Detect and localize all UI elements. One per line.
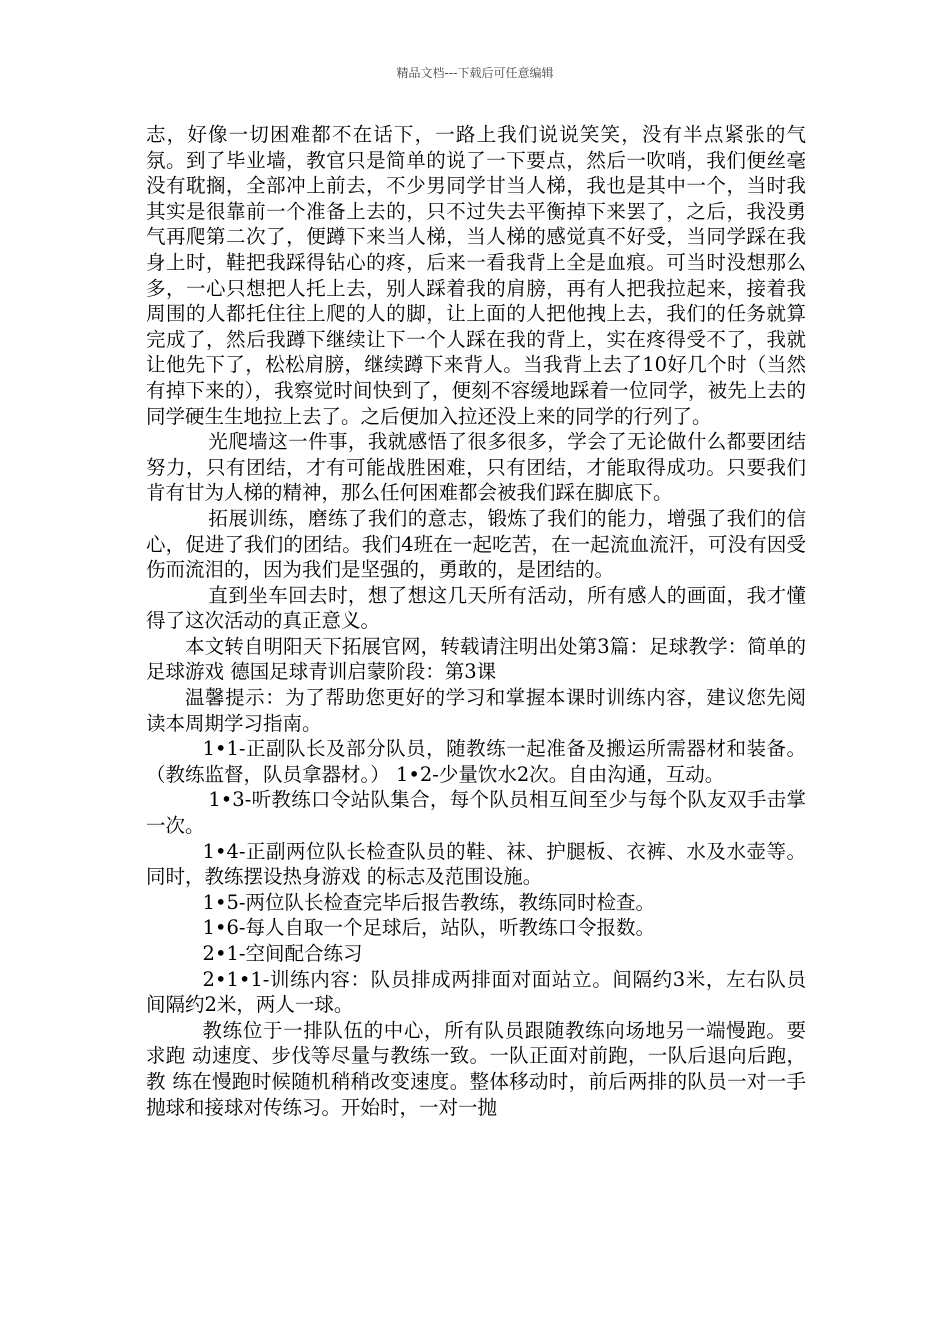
paragraph-source-note: 本文转自明阳天下拓展官网，转载请注明出处第3篇：足球教学：简单的足球游戏 德国足球青训启蒙阶段：第3课 xyxy=(146,634,806,684)
paragraph-step-2-1: 2•1-空间配合练习 xyxy=(202,942,363,965)
paragraph-step-1-5: 1•5-两位队长检查完毕后报告教练，教练同时检查。 xyxy=(202,890,655,914)
paragraph-teamwork-lesson: 光爬墙这一件事，我就感悟了很多很多，学会了无论做什么都要团结努力，只有团结，才有可能战胜困难，只有团结，才能取得成功。只要我们肯有甘为人梯的精神，那么任何困难都会被我们踩在脚底下。 xyxy=(146,430,806,505)
paragraph-ride-home: 直到坐车回去时，想了想这几天所有活动，所有感人的画面，我才懂得了这次活动的真正意义。 xyxy=(146,583,806,633)
paragraph-step-1-6: 1•6-每人自取一个足球后，站队，听教练口令报数。 xyxy=(202,916,655,940)
paragraph-tip: 温馨提示：为了帮助您更好的学习和掌握本课时训练内容，建议您先阅读本周期学习指南。 xyxy=(146,686,806,735)
paragraph-training-summary: 拓展训练，磨练了我们的意志，锻炼了我们的能力，增强了我们的信心，促进了我们的团结。我们4班在一起吃苦，在一起流血流汗，可没有因受伤而流泪的，因为我们是坚强的，勇敢的，是团结的。 xyxy=(146,506,806,582)
paragraph-step-1-1: 1•1-正副队长及部分队员，随教练一起准备及搬运所需器材和装备。（教练监督，队员拿器材。） 1•2-少量饮水2次。自由沟通，互动。 xyxy=(146,737,806,786)
page-header: 精品文档---下载后可任意编辑 xyxy=(396,66,554,80)
paragraph-step-1-3: 1•3-听教练口令站队集合，每个队员相互间至少与每个队友双手击掌一次。 xyxy=(146,788,806,838)
document-body xyxy=(146,122,806,1120)
paragraph-coach-drill: 教练位于一排队伍的中心，所有队员跟随教练向场地另一端慢跑。要求跑 动速度、步伐等尽量与教练一致。一队正面对前跑，一队后退向后跑，教 练在慢跑时候随机稍稍改变速度。整体移动时，前后两排的队员一对一手 抛球和接球对传练习。开始时，一对一抛 xyxy=(146,1018,806,1119)
paragraph-step-2-1-1: 2•1•1-训练内容：队员排成两排面对面站立。间隔约3米，左右队员间隔约2米，两人一球。 xyxy=(146,967,806,1017)
paragraph-wall-climb: 志，好像一切困难都不在话下，一路上我们说说笑笑，没有半点紧张的气氛。到了毕业墙，教官只是简单的说了一下要点，然后一吹哨，我们便丝毫没有耽搁，全部冲上前去，不少男同学甘当人梯，我也是其中一个，当时我其实是很靠前一个准备上去的，只不过失去平衡掉下来罢了，之后，我没勇气再爬第二次了，便蹲下来当人梯，当人梯的感觉真不好受，当同学踩在我身上时，鞋把我踩得钻心的疼，后来一看我背上全是血痕。可当时没想那么多，一心只想把人托上去，别人踩着我的肩膀，再有人把我拉起来，接着我周围的人都托住往上爬的人的脚，让上面的人把他拽上去，我们的任务就算完成了，然后我蹲下继续让下一个人踩在我的背上，实在疼得受不了，我就让他先下了，松松肩膀，继续蹲下来背人。当我背上去了10好几个时（当然有掉下来的），我察觉时间快到了，便刻不容缓地踩着一位同学，被先上去的同学硬生生地拉上去了。之后便加入拉还没上来的同学的行列了。 xyxy=(146,123,806,428)
paragraph-step-1-4: 1•4-正副两位队长检查队员的鞋、袜、护腿板、衣裤、水及水壶等。同时，教练摆设热身游戏 的标志及范围设施。 xyxy=(146,839,806,889)
